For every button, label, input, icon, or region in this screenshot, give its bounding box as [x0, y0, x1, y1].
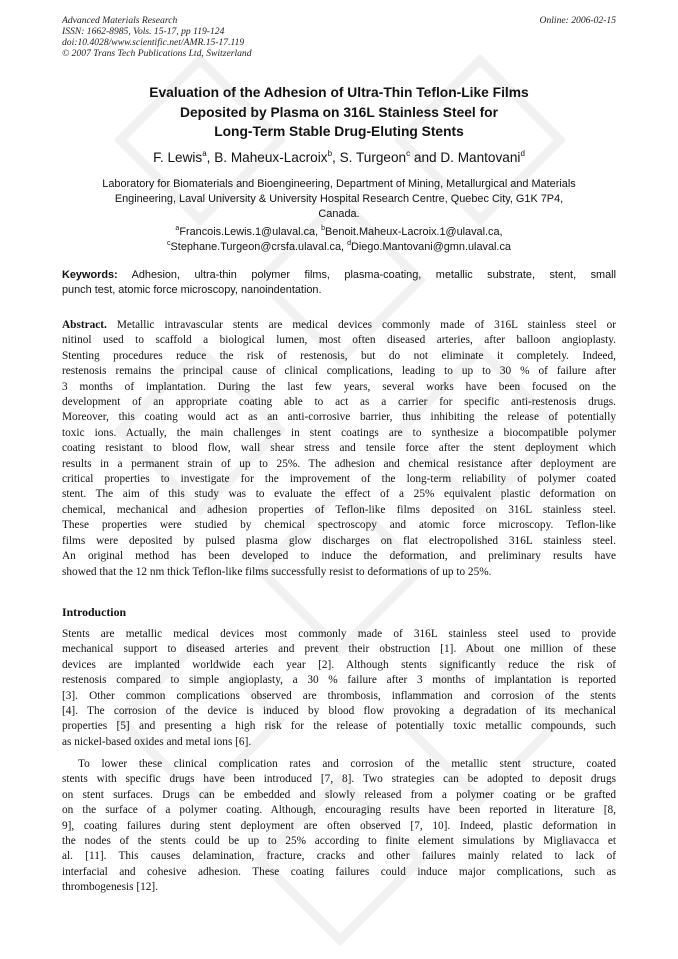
- text-line: stent. The aim of this study was to evaluate the effect of a 25% equivalent plastic deformation on: [62, 488, 616, 501]
- text-line: Stents are metallic medical devices most commonly made of 316L stainless steel used to provide: [62, 628, 616, 640]
- text-line: 9], coating failures during stent deployment are often observed [7, 10]. Indeed, plastic deformation in: [62, 819, 616, 832]
- text-line: [4]. The corrosion of the device is induced by blood flow provoking a degradation of its mechanical: [62, 705, 616, 718]
- journal-name: Advanced Materials Research: [62, 15, 178, 26]
- title-line: Evaluation of the Adhesion of Ultra-Thin Teflon-Like Films: [149, 85, 529, 100]
- text-line: on stent surfaces. Drugs can be embedded and slowly released from a polymer coating or be grafted: [62, 788, 616, 801]
- keywords: Keywords: Adhesion, ultra-thin polymer films, plasma-coating, metallic substrate, stent, small punch test, atomic force microscopy, nanoindentation.: [62, 269, 616, 296]
- text-line: Stenting procedures reduce the risk of restenosis, but do not eliminate it completely. Indeed,: [62, 349, 616, 362]
- online-date: Online: 2006-02-15: [539, 15, 616, 26]
- text-line: coating resistant to blood flow, wall shear stress and tensile force after the stent deployment which: [62, 442, 616, 455]
- section-heading: Introduction: [62, 605, 127, 619]
- paper-title: [62, 83, 616, 142]
- text-line: 3 months of implantation. During the last few years, several works have been focused on the: [62, 380, 616, 393]
- author: S. Turgeon$^c$ and: [339, 149, 441, 165]
- author-emails: $^a$Francois.Lewis.1@ulaval.ca, $^b$Benoit.Maheux-Lacroix.1@ulaval.ca, $^c$Stephane.Turgeon@crsfa.ulaval.ca, $^d$Diego.Mantovani@gmn.ulaval.ca: [167, 225, 511, 253]
- copyright: © 2007 Trans Tech Publications Ltd, Switzerland: [62, 48, 252, 59]
- email-link[interactable]: Benoit.Maheux-Lacroix.1@ulaval.ca,: [325, 226, 503, 238]
- text-line: restenosis remains the principal cause of clinical complications, leading to up to 30 % of failure after: [62, 365, 616, 378]
- text-line: properties [5] and presenting a high risk for the release of potentially toxic metallic compounds, such: [62, 720, 616, 733]
- text-line: critical properties to investigate for the improvement of the long-term reliability of polymer coated: [62, 473, 616, 486]
- text-line: [3]. Other common complications observed are thrombosis, inflammation and corrosion of the stents: [62, 689, 616, 702]
- issn: ISSN: 1662-8985, Vols. 15-17, pp 119-124: [62, 26, 225, 37]
- text-line: These properties were studied by chemical spectroscopy and atomic force microscopy. Teflon-like: [62, 519, 616, 532]
- text-line: on the surface of a polymer coating. Although, encouraging results have been reported in literature [8,: [62, 804, 616, 817]
- email-link[interactable]: Diego.Mantovani@gmn.ulaval.ca: [350, 241, 511, 253]
- text-line: al. [11]. This causes delamination, fracture, cracks and other failures mainly related to lack of: [62, 850, 616, 863]
- text-line: development of an appropriate coating able to act as a carrier for specific anti-restenosis drugs.: [62, 396, 616, 409]
- introduction-paragraph: [62, 757, 616, 896]
- email-link[interactable]: Stephane.Turgeon@crsfa.ulaval.ca,: [170, 241, 348, 253]
- text-line: toxic ions. Actually, the main challenges in stent coatings are to synthesize a biocompatible polymer: [62, 426, 616, 439]
- text-line: stents with specific drugs have been introduced [7, 8]. Two strategies can be adopted to deposit drugs: [62, 773, 616, 786]
- text-line: films were deposited by pulsed plasma glow discharges on flat electropolished 316L stainless steel.: [62, 534, 616, 547]
- text-line: results in a permanent strain of up to 25%. The adhesion and chemical resistance after deployment are: [62, 457, 616, 470]
- abstract-label: Abstract.: [62, 319, 107, 331]
- title-line: Long-Term Stable Drug-Eluting Stents: [214, 124, 464, 139]
- title-line: Deposited by Plasma on 316L Stainless Steel for: [180, 104, 498, 120]
- text-line: interfacial and cohesive adhesion. These coating failures could induce major complications, such as: [62, 865, 616, 878]
- text-line: thrombogenesis [12].: [62, 881, 159, 894]
- text-line: Abstract. Metallic intravascular stents are medical devices commonly made of 316L stainless steel or: [62, 319, 616, 331]
- abstract: [62, 318, 616, 580]
- doi[interactable]: doi:10.4028/www.scientific.net/AMR.15-17.119: [62, 37, 245, 48]
- text-line: the nodes of the stents could be up to 25% according to finite element simulations by Migliavacca et: [62, 835, 616, 848]
- text-line: An original method has been developed to induce the deformation, and preliminary results have: [62, 550, 616, 563]
- text-line: as nickel-based oxides and metal ions [6].: [62, 735, 252, 748]
- text-line: restenosis compared to simple angioplasty, a 30 % failure after 3 months of implantation is reported: [62, 674, 616, 687]
- author-list: [62, 149, 616, 167]
- text-line: To lower these clinical complication rates and corrosion of the metallic stent structure, coated: [78, 758, 616, 770]
- text-line: mechanical support to diseased arteries and prevent their obstruction [1]. About one million of these: [62, 643, 616, 656]
- text-line: showed that the 12 nm thick Teflon-like films successfully resist to deformations of up to 25%.: [62, 565, 492, 578]
- keywords-label: Keywords:: [62, 269, 118, 281]
- affiliation: Laboratory for Biomaterials and Bioengineering, Department of Mining, Metallurgical and Materials Engineering, Laval University & University Hospital Research Centre, Quebec City, G1K 7P4, Canada.: [102, 178, 576, 220]
- author: D. Mantovani$^d$: [440, 149, 525, 165]
- author: B. Maheux-Lacroix$^b$,: [214, 149, 340, 165]
- email-link[interactable]: Francois.Lewis.1@ulaval.ca,: [179, 226, 322, 238]
- author: F. Lewis$^a$,: [153, 149, 215, 165]
- text-line: devices are implanted worldwide each year [2]. Although stents significantly reduce the risk of: [62, 658, 616, 671]
- text-line: chemical, mechanical and adhesion properties of Teflon-like films deposited on 316L stainless steel.: [62, 503, 616, 516]
- introduction-paragraph: [62, 627, 616, 750]
- text-line: nitinol used to scaffold a biological lumen, most often diseased arteries, after balloon angioplasty.: [62, 334, 616, 347]
- text-line: Moreover, this coating would act as an anti-corrosive barrier, thus inhibiting the release of potentially: [62, 411, 616, 424]
